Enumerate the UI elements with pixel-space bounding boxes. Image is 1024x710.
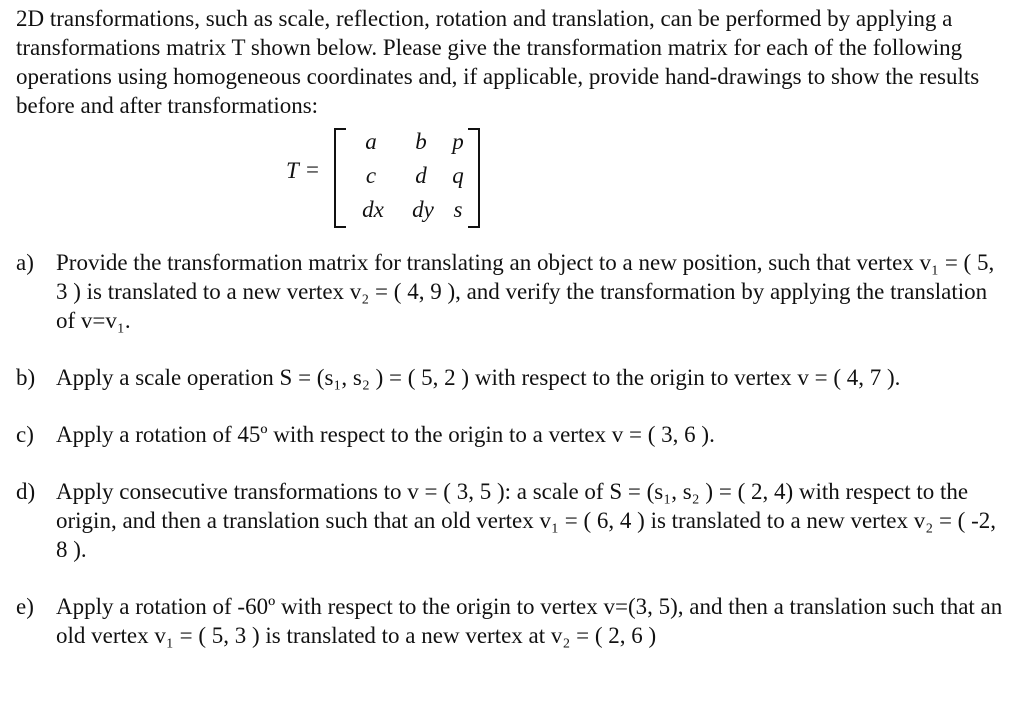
intro-paragraph: 2D transformations, such as scale, reflection, rotation and translation, can be performed by applying a transformations matrix T shown below. Please give the transformation matrix for each of the following operations using homogeneous coordinates and, if applicable, provide hand-drawings to show the results before and after transformations: — [16, 6, 980, 118]
question-item-a — [16, 248, 1011, 335]
matrix-cell-d: d — [415, 163, 427, 188]
document-page — [16, 4, 1016, 650]
question-item-d — [16, 477, 1011, 564]
question-list — [16, 248, 1016, 650]
question-text: Provide the transformation matrix for translating an object to a new position, such that vertex v₁ = ( 5, 3 ) is translated to a new vertex v₂ = ( 4, 9 ), and verify the transformation by applying the translation of v=v₁. — [56, 250, 995, 333]
matrix-equals: = — [306, 157, 319, 182]
matrix-cell-q: q — [452, 163, 464, 188]
question-text: Apply a scale operation S = (s₁, s₂ ) = ( 5, 2 ) with respect to the origin to vertex v = ( 4, 7 ). — [56, 365, 901, 390]
question-label: e) — [16, 594, 34, 619]
question-label: a) — [16, 250, 34, 275]
matrix-cell-p: p — [452, 129, 464, 154]
question-item-c — [16, 420, 1011, 449]
question-text: Apply a rotation of 45º with respect to the origin to a vertex v = ( 3, 6 ). — [56, 422, 715, 447]
matrix-cell-dy: dy — [412, 197, 434, 222]
transformation-matrix — [16, 126, 1016, 226]
matrix-cell-s: s — [453, 197, 463, 222]
question-text: Apply a rotation of -60º with respect to the origin to vertex v=(3, 5), and then a translation such that an old vertex v₁ = ( 5, 3 ) is translated to a new vertex at v₂ = ( 2, 6 ) — [56, 594, 1003, 648]
matrix-cell-dx: dx — [362, 197, 384, 222]
question-item-e — [16, 592, 1011, 650]
matrix-cell-b: b — [415, 129, 427, 154]
question-label: d) — [16, 479, 36, 504]
question-label: b) — [16, 365, 36, 390]
matrix-cell-c: c — [365, 163, 377, 188]
matrix-left-bracket — [334, 128, 346, 228]
question-text: Apply consecutive transformations to v = ( 3, 5 ): a scale of S = (s₁, s₂ ) = ( 2, 4) with respect to the origin, and then a translation such that an old vertex v₁ = ( 6, 4 ) is translated to a new vertex v₂ = ( -2, 8 ). — [56, 479, 997, 562]
matrix-cell-a: a — [365, 129, 377, 154]
question-item-b — [16, 363, 1011, 392]
question-label: c) — [16, 422, 34, 447]
matrix-label: T — [286, 158, 299, 183]
